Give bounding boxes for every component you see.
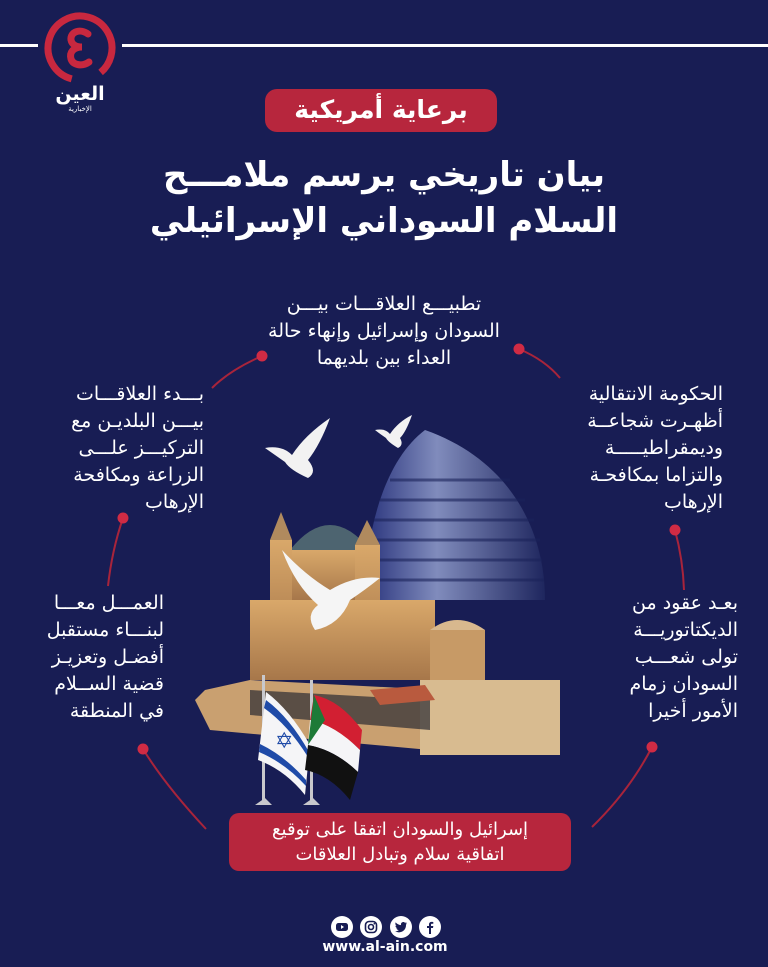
logo-name: العين xyxy=(55,83,105,105)
page-title xyxy=(130,152,638,244)
title-line-1: بيان تاريخي يرسم ملامـــح xyxy=(162,155,606,195)
landmarks-illustration xyxy=(190,400,590,810)
al-ain-logo[interactable] xyxy=(40,10,120,113)
connector-dot xyxy=(514,344,525,355)
connector-dot xyxy=(670,525,681,536)
youtube-icon[interactable] xyxy=(331,916,353,938)
facebook-icon[interactable] xyxy=(419,916,441,938)
agreement-line-2: اتفاقية سلام وتبادل العلاقات xyxy=(295,844,505,865)
point-normalization: تطبيـــع العلاقـــات بيـــن السودان وإسرائيل وإنهاء حالة العداء بين بلديهما xyxy=(268,293,500,369)
connector-dot xyxy=(257,351,268,362)
header-rule-right xyxy=(122,44,768,47)
logo-subtitle: الإخبارية xyxy=(68,105,92,113)
logo-ain-icon xyxy=(44,12,116,84)
point-work-together: العمـــل معـــا لبنـــاء مستقبل أفضـل وتعزيـز قضية الســلام في المنطقة xyxy=(46,592,164,722)
agreement-line-1: إسرائيل والسودان اتفقا على توقيع xyxy=(271,819,529,840)
instagram-icon[interactable] xyxy=(360,916,382,938)
website-url[interactable]: www.al-ain.com xyxy=(322,939,448,955)
connector-dot xyxy=(138,744,149,755)
point-transitional-government: الحكومة الانتقالية أظهـرت شجاعــة وديمقراطيـــــة والتزاما بمكافحـة الإرهاب xyxy=(587,383,723,513)
corinthia-hotel xyxy=(365,430,545,600)
point-after-dictatorship: بعـد عقود من الديكتاتوريـــة تولى شعـــب السودان زمام الأمور أخيرا xyxy=(629,592,738,722)
title-line-2: السلام السوداني الإسرائيلي xyxy=(149,201,619,241)
connector-dot xyxy=(647,742,658,753)
point-start-relations: بـــدء العلاقـــات بيـــن البلديـن مع التركيـــز علـــى الزراعة ومكافحة الإرهاب xyxy=(71,383,204,513)
agreement-box xyxy=(229,813,571,871)
svg-text:✡: ✡ xyxy=(275,729,294,754)
sponsor-badge: برعاية أمريكية xyxy=(265,89,497,132)
twitter-icon[interactable] xyxy=(390,916,412,938)
dove-icon xyxy=(375,415,412,448)
social-links xyxy=(331,916,441,938)
dove-icon xyxy=(265,418,330,478)
header-rule-left xyxy=(0,44,38,47)
